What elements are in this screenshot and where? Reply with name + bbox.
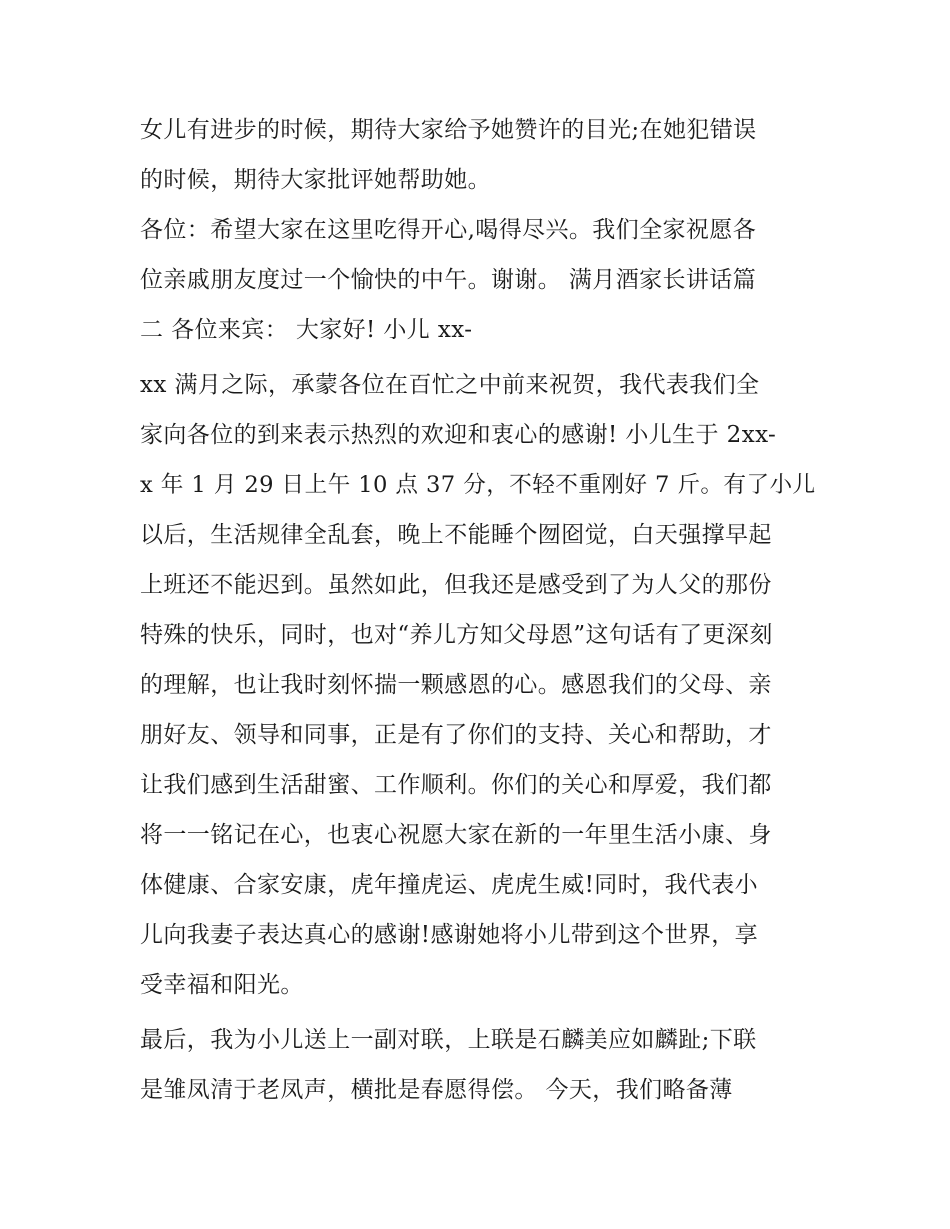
text-line: 的时候，期待大家批评她帮助她。 xyxy=(140,167,491,193)
text-line: 儿向我妻子表达真心的感谢!感谢她将小儿带到这个世界，享 xyxy=(140,922,759,948)
text-line: 将一一铭记在心，也衷心祝愿大家在新的一年里生活小康、身 xyxy=(140,822,772,848)
text-line: 位亲戚朋友度过一个愉快的中午。谢谢。 满月酒家长讲话篇 xyxy=(140,267,757,293)
text-line: xx 满月之际，承蒙各位在百忙之中前来祝贺，我代表我们全 xyxy=(140,372,760,398)
text-line: 特殊的快乐，同时，也对“养儿方知父母恩”这句话有了更深刻 xyxy=(140,622,773,648)
text-line: 受幸福和阳光。 xyxy=(140,972,304,998)
text-line: 上班还不能迟到。虽然如此，但我还是感受到了为人父的那份 xyxy=(140,572,772,598)
text-line: 以后，生活规律全乱套，晚上不能睡个囫囵觉，白天强撑早起 xyxy=(140,522,772,548)
text-line: 最后，我为小儿送上一副对联，上联是石麟美应如麟趾;下联 xyxy=(140,1027,757,1053)
text-line: x 年 1 月 29 日上午 10 点 37 分，不轻不重刚好 7 斤。有了小儿 xyxy=(140,472,816,498)
text-line: 让我们感到生活甜蜜、工作顺利。你们的关心和厚爱，我们都 xyxy=(140,772,772,798)
text-line: 是雏凤清于老凤声，横批是春愿得偿。 今天，我们略备薄 xyxy=(140,1077,733,1103)
text-line: 各位：希望大家在这里吃得开心,喝得尽兴。我们全家祝愿各 xyxy=(140,217,757,243)
text-line: 女儿有进步的时候，期待大家给予她赞许的目光;在她犯错误 xyxy=(140,117,757,143)
text-line: 体健康、合家安康，虎年撞虎运、虎虎生威!同时，我代表小 xyxy=(140,872,759,898)
text-line: 家向各位的到来表示热烈的欢迎和衷心的感谢! 小儿生于 2xx- xyxy=(140,422,777,448)
text-line: 朋好友、领导和同事，正是有了你们的支持、关心和帮助，才 xyxy=(140,722,772,748)
text-line: 的理解，也让我时刻怀揣一颗感恩的心。感恩我们的父母、亲 xyxy=(140,672,772,698)
text-line: 二 各位来宾： 大家好! 小儿 xx- xyxy=(140,317,473,343)
